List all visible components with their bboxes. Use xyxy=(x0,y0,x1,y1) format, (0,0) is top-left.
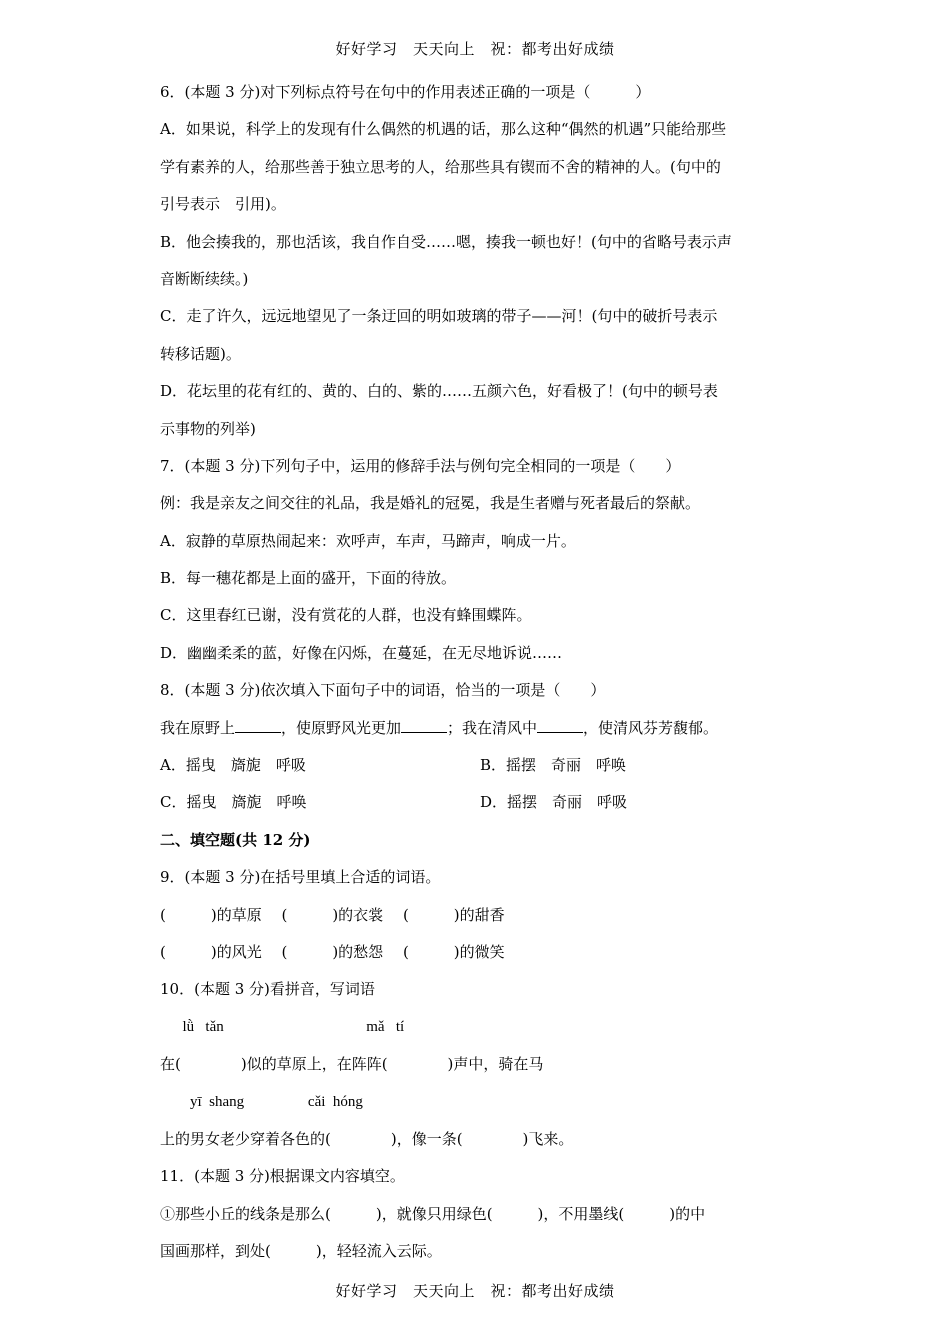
q7-option-a: A．寂静的草原热闹起来：欢呼声，车声，马蹄声，响成一片。 xyxy=(160,531,576,550)
blank-line xyxy=(401,715,447,733)
q7-option-b: B．每一穗花都是上面的盛开，下面的待放。 xyxy=(160,569,457,588)
page-footer: 好好学习 天天向上 祝：都考出好成绩 xyxy=(335,1282,615,1300)
q8-sentence-part1: 我在原野上 xyxy=(160,718,236,737)
q9-row1: ( )的草原 ( )的衣裳 ( )的甜香 xyxy=(160,905,505,924)
q8-sentence-part3: ；我在清风中 xyxy=(447,718,538,737)
q9-row2: ( )的风光 ( )的愁怨 ( )的微笑 xyxy=(160,942,505,961)
q6-option-a-line2: 学有素养的人，给那些善于独立思考的人，给那些具有锲而不舍的精神的人。(句中的 xyxy=(160,157,721,176)
q6-option-d-line2: 示事物的列举) xyxy=(160,419,256,438)
q7-option-d: D．幽幽柔柔的蓝，好像在闪烁，在蔓延，在无尽地诉说…… xyxy=(160,643,563,662)
section-heading: 二、填空题(共 12 分) xyxy=(160,830,311,849)
question-7-stem: 7．(本题 3 分)下列句子中，运用的修辞手法与例句完全相同的一项是（ ） xyxy=(160,456,681,475)
q6-option-c-line1: C．走了许久，远远地望见了一条迂回的明如玻璃的带子——河！(句中的破折号表示 xyxy=(160,307,718,326)
q7-example: 例：我是亲友之间交往的礼品，我是婚礼的冠冕，我是生者赠与死者最后的祭献。 xyxy=(160,494,701,513)
question-6-stem: 6．(本题 3 分)对下列标点符号在句中的作用表述正确的一项是（ ） xyxy=(160,83,651,101)
q10-text-line1: 在( )似的草原上，在阵阵( )声中，骑在马 xyxy=(160,1055,544,1074)
q8-sentence-part2: ，使原野风光更加 xyxy=(281,718,402,737)
q10-pinyin-line2: yī shang cǎi hóng xyxy=(160,1093,363,1110)
question-10-stem: 10．(本题 3 分)看拼音，写词语 xyxy=(160,980,375,999)
q6-option-b-line2: 音断断续续。) xyxy=(160,269,249,288)
q6-option-d-line1: D．花坛里的花有红的、黄的、白的、紫的……五颜六色，好看极了！(句中的顿号表 xyxy=(160,382,718,401)
q6-option-a-line1: A．如果说，科学上的发现有什么偶然的机遇的话，那么这种“偶然的机遇”只能给那些 xyxy=(160,120,727,139)
page-header: 好好学习 天天向上 祝：都考出好成绩 xyxy=(335,40,615,58)
q6-option-c-line2: 转移话题)。 xyxy=(160,344,241,363)
q8-sentence xyxy=(160,714,800,751)
q8-options-row1 xyxy=(160,751,800,788)
q7-option-c: C．这里春红已谢，没有赏花的人群，也没有蜂围蝶阵。 xyxy=(160,606,532,625)
question-11-stem: 11．(本题 3 分)根据课文内容填空。 xyxy=(160,1167,405,1186)
q11-line1: ①那些小丘的线条是那么( )，就像只用绿色( )，不用墨线( )的中 xyxy=(160,1204,706,1223)
q8-sentence-part4: ，使清风芬芳馥郁。 xyxy=(583,718,719,737)
q8-option-b: B．摇摆 奇丽 呼唤 xyxy=(480,756,627,775)
q8-option-a: A．摇曳 旖旎 呼吸 xyxy=(160,756,306,775)
q8-option-c: C．摇曳 旖旎 呼唤 xyxy=(160,793,307,812)
q8-options-row2 xyxy=(160,788,800,825)
question-8-stem: 8．(本题 3 分)依次填入下面句子中的词语，恰当的一项是（ ） xyxy=(160,681,606,700)
q10-text-line2: 上的男女老少穿着各色的( )，像一条( )飞来。 xyxy=(160,1129,574,1148)
q6-option-b-line1: B．他会揍我的，那也活该，我自作自受……嗯，揍我一顿也好！(句中的省略号表示声 xyxy=(160,232,732,251)
q6-option-a-line3: 引号表示 引用)。 xyxy=(160,195,286,214)
question-9-stem: 9．(本题 3 分)在括号里填上合适的词语。 xyxy=(160,868,441,887)
q10-pinyin-line1: lǜ tǎn mǎ tí xyxy=(160,1018,405,1035)
blank-line xyxy=(235,715,281,733)
document-body xyxy=(160,78,800,1275)
blank-line xyxy=(537,715,583,733)
q8-option-d: D．摇摆 奇丽 呼吸 xyxy=(480,793,628,812)
q11-line2: 国画那样，到处( )，轻轻流入云际。 xyxy=(160,1242,442,1261)
